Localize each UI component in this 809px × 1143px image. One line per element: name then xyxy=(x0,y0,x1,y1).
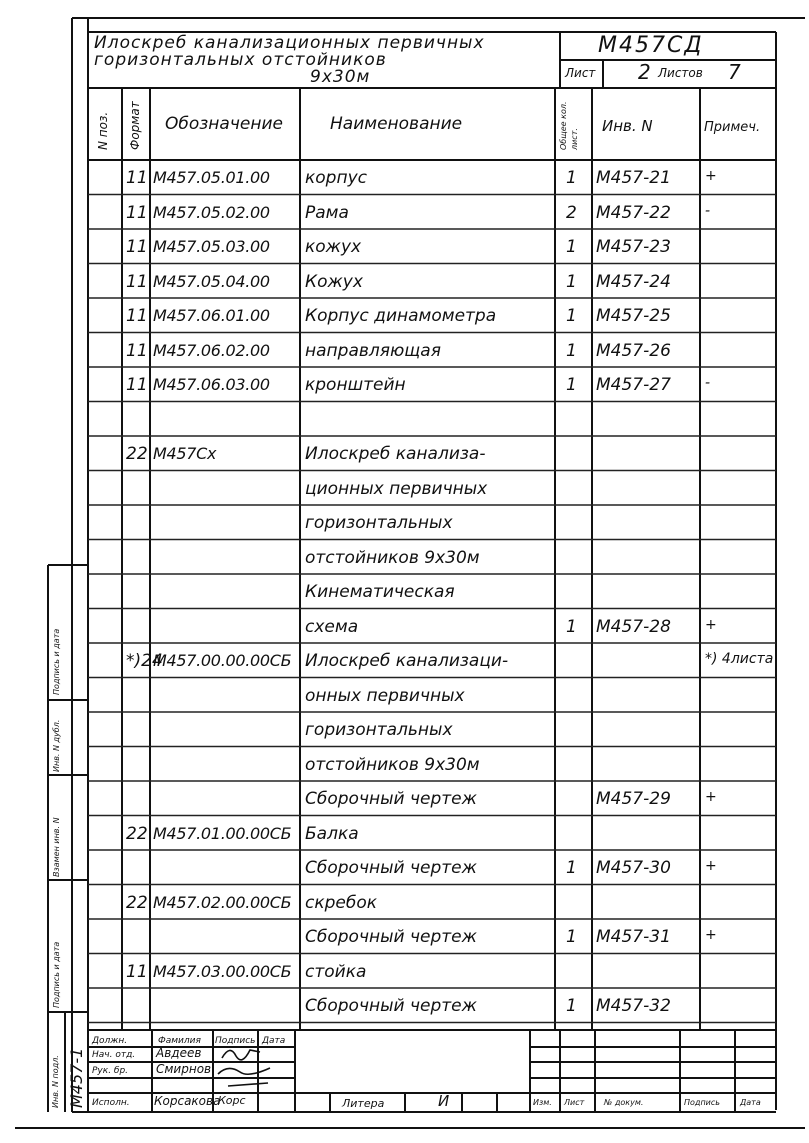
row-22-name: Сборочный чертеж xyxy=(305,927,477,947)
row-4-designation: М457.06.01.00 xyxy=(153,306,270,325)
row-5-name: направляющая xyxy=(305,340,441,361)
row-14-note: *) 4листа xyxy=(705,651,774,667)
row-3-qty: 1 xyxy=(566,271,577,292)
row-20-inv: М457-30 xyxy=(596,858,671,878)
row-11-name: отстойников 9х30м xyxy=(305,547,480,568)
row-1-inv: М457-22 xyxy=(596,202,671,223)
row-6-note: - xyxy=(705,375,711,391)
row-0-designation: М457.05.01.00 xyxy=(153,168,270,187)
row-21-name: скребок xyxy=(305,892,378,913)
row-21-designation: М457.02.00.00СБ xyxy=(153,892,292,912)
col-header-name: Наименование xyxy=(330,114,463,134)
col-header-designation: Обозначение xyxy=(165,114,283,134)
stamp-litera-value: И xyxy=(438,1092,450,1110)
stamp-header-sign: Подпись xyxy=(215,1036,256,1046)
row-8-format: 22 xyxy=(126,444,148,464)
side-label-sign-date-1: Подпись и дата xyxy=(52,628,61,695)
row-14-name: Илоскреб канализаци- xyxy=(305,651,509,671)
row-12-name: Кинематическая xyxy=(305,582,455,602)
row-14-format: *)24 xyxy=(126,651,163,671)
row-0-name: корпус xyxy=(305,168,367,188)
stamp-row3-name: Корсакова xyxy=(154,1094,221,1108)
stamp-header-date: Дата xyxy=(262,1036,286,1046)
row-0-inv: М457-21 xyxy=(596,168,671,188)
row-23-designation: М457.03.00.00СБ xyxy=(153,961,292,981)
row-18-name: Сборочный чертеж xyxy=(305,789,477,809)
row-0-format: 11 xyxy=(126,168,148,188)
stamp-header-post: Должн. xyxy=(92,1036,128,1046)
row-14-designation: М457.00.00.00СБ xyxy=(153,651,292,670)
row-17-name: отстойников 9х30м xyxy=(305,754,480,775)
row-18-note: + xyxy=(705,789,717,805)
row-10-name: горизонтальных xyxy=(305,513,453,533)
row-3-name: Кожух xyxy=(305,271,363,292)
stamp-row2-post: Рук. бр. xyxy=(92,1066,129,1076)
row-3-format: 11 xyxy=(126,271,148,292)
row-6-qty: 1 xyxy=(566,375,577,395)
row-9-name: ционных первичных xyxy=(305,478,488,499)
stamp-footer-sign: Подпись xyxy=(684,1098,720,1107)
row-22-inv: М457-31 xyxy=(596,927,671,947)
row-1-qty: 2 xyxy=(566,202,577,223)
row-6-designation: М457.06.03.00 xyxy=(153,375,270,394)
title-line-3: 9х30м xyxy=(310,67,371,87)
row-24-inv: М457-32 xyxy=(596,996,671,1016)
stamp-footer-list: Лист xyxy=(564,1098,585,1107)
sheets-count: 7 xyxy=(728,60,741,84)
row-13-qty: 1 xyxy=(566,616,577,637)
col-header-format: Формат xyxy=(128,101,142,150)
row-6-inv: М457-27 xyxy=(596,375,671,395)
row-22-qty: 1 xyxy=(566,927,577,947)
row-5-format: 11 xyxy=(126,340,148,361)
row-13-name: схема xyxy=(305,616,359,637)
title-line-1: Илоскреб канализационных первичных xyxy=(94,33,485,53)
col-header-pos: N поз. xyxy=(96,111,110,150)
row-16-name: горизонтальных xyxy=(305,720,453,740)
row-19-name: Балка xyxy=(305,823,359,844)
side-label-inv-orig: Инв. N подл. xyxy=(51,1055,60,1108)
stamp-row1-post: Нач. отд. xyxy=(92,1050,136,1060)
stamp-row3-sign: Корс xyxy=(218,1094,246,1107)
col-header-inv: Инв. N xyxy=(602,117,653,135)
row-21-format: 22 xyxy=(126,892,148,913)
row-5-designation: М457.06.02.00 xyxy=(153,340,270,360)
title-line-2: горизонтальных отстойников xyxy=(94,50,387,70)
row-1-note: - xyxy=(705,202,711,219)
row-19-designation: М457.01.00.00СБ xyxy=(153,823,292,843)
row-5-qty: 1 xyxy=(566,340,577,361)
signature-marks xyxy=(218,1050,270,1086)
side-label-replace-inv: Взамен инв. N xyxy=(52,817,61,877)
side-label-sign-date-2: Подпись и дата xyxy=(52,941,61,1008)
row-2-qty: 1 xyxy=(566,237,577,257)
stamp-header-name: Фамилия xyxy=(158,1036,201,1046)
row-4-name: Корпус динамометра xyxy=(305,306,497,326)
col-header-note: Примеч. xyxy=(704,120,761,135)
row-2-name: кожух xyxy=(305,237,362,257)
row-8-name: Илоскреб канализа- xyxy=(305,444,486,464)
row-3-inv: М457-24 xyxy=(596,271,671,292)
row-2-format: 11 xyxy=(126,237,148,257)
row-0-qty: 1 xyxy=(566,168,577,188)
row-4-inv: М457-25 xyxy=(596,306,671,326)
document-code: М457СД xyxy=(598,33,704,58)
row-5-inv: М457-26 xyxy=(596,340,671,361)
row-20-name: Сборочный чертеж xyxy=(305,858,477,878)
sheet-number: 2 xyxy=(638,60,651,84)
stamp-footer-date: Дата xyxy=(740,1098,761,1107)
row-1-format: 11 xyxy=(126,202,148,223)
row-0-note: + xyxy=(705,168,717,184)
row-1-designation: М457.05.02.00 xyxy=(153,202,270,222)
sheets-label: Листов xyxy=(658,66,703,80)
row-22-note: + xyxy=(705,927,717,943)
row-24-name: Сборочный чертеж xyxy=(305,996,477,1016)
row-2-designation: М457.05.03.00 xyxy=(153,237,270,256)
stamp-footer-doc: № докум. xyxy=(604,1098,644,1107)
stamp-row1-name: Авдеев xyxy=(156,1046,202,1060)
sheet-label: Лист xyxy=(565,66,596,80)
row-23-name: стойка xyxy=(305,961,367,982)
row-23-format: 11 xyxy=(126,961,148,982)
row-8-designation: М457Сх xyxy=(153,444,217,463)
stamp-row2-name: Смирнов xyxy=(156,1062,212,1076)
stamp-row3-post: Исполн. xyxy=(92,1098,130,1108)
row-4-format: 11 xyxy=(126,306,148,326)
row-1-name: Рама xyxy=(305,202,349,223)
stamp-litera-label: Литера xyxy=(342,1097,385,1110)
row-20-note: + xyxy=(705,858,717,874)
stamp-footer-izm: Изм. xyxy=(533,1098,552,1107)
row-6-format: 11 xyxy=(126,375,148,395)
col-header-qty: Общее кол. лист. xyxy=(559,101,579,150)
row-4-qty: 1 xyxy=(566,306,577,326)
row-3-designation: М457.05.04.00 xyxy=(153,271,270,291)
side-label-inv-dupl: Инв. N дубл. xyxy=(52,719,61,772)
row-24-qty: 1 xyxy=(566,996,577,1016)
row-6-name: кронштейн xyxy=(305,375,406,395)
row-13-inv: М457-28 xyxy=(596,616,671,637)
row-2-inv: М457-23 xyxy=(596,237,671,257)
row-13-note: + xyxy=(705,616,717,633)
row-20-qty: 1 xyxy=(566,858,577,878)
row-18-inv: М457-29 xyxy=(596,789,671,809)
side-inv-orig-value: М457-1 xyxy=(67,1047,86,1108)
row-15-name: онных первичных xyxy=(305,685,465,706)
row-19-format: 22 xyxy=(126,823,148,844)
